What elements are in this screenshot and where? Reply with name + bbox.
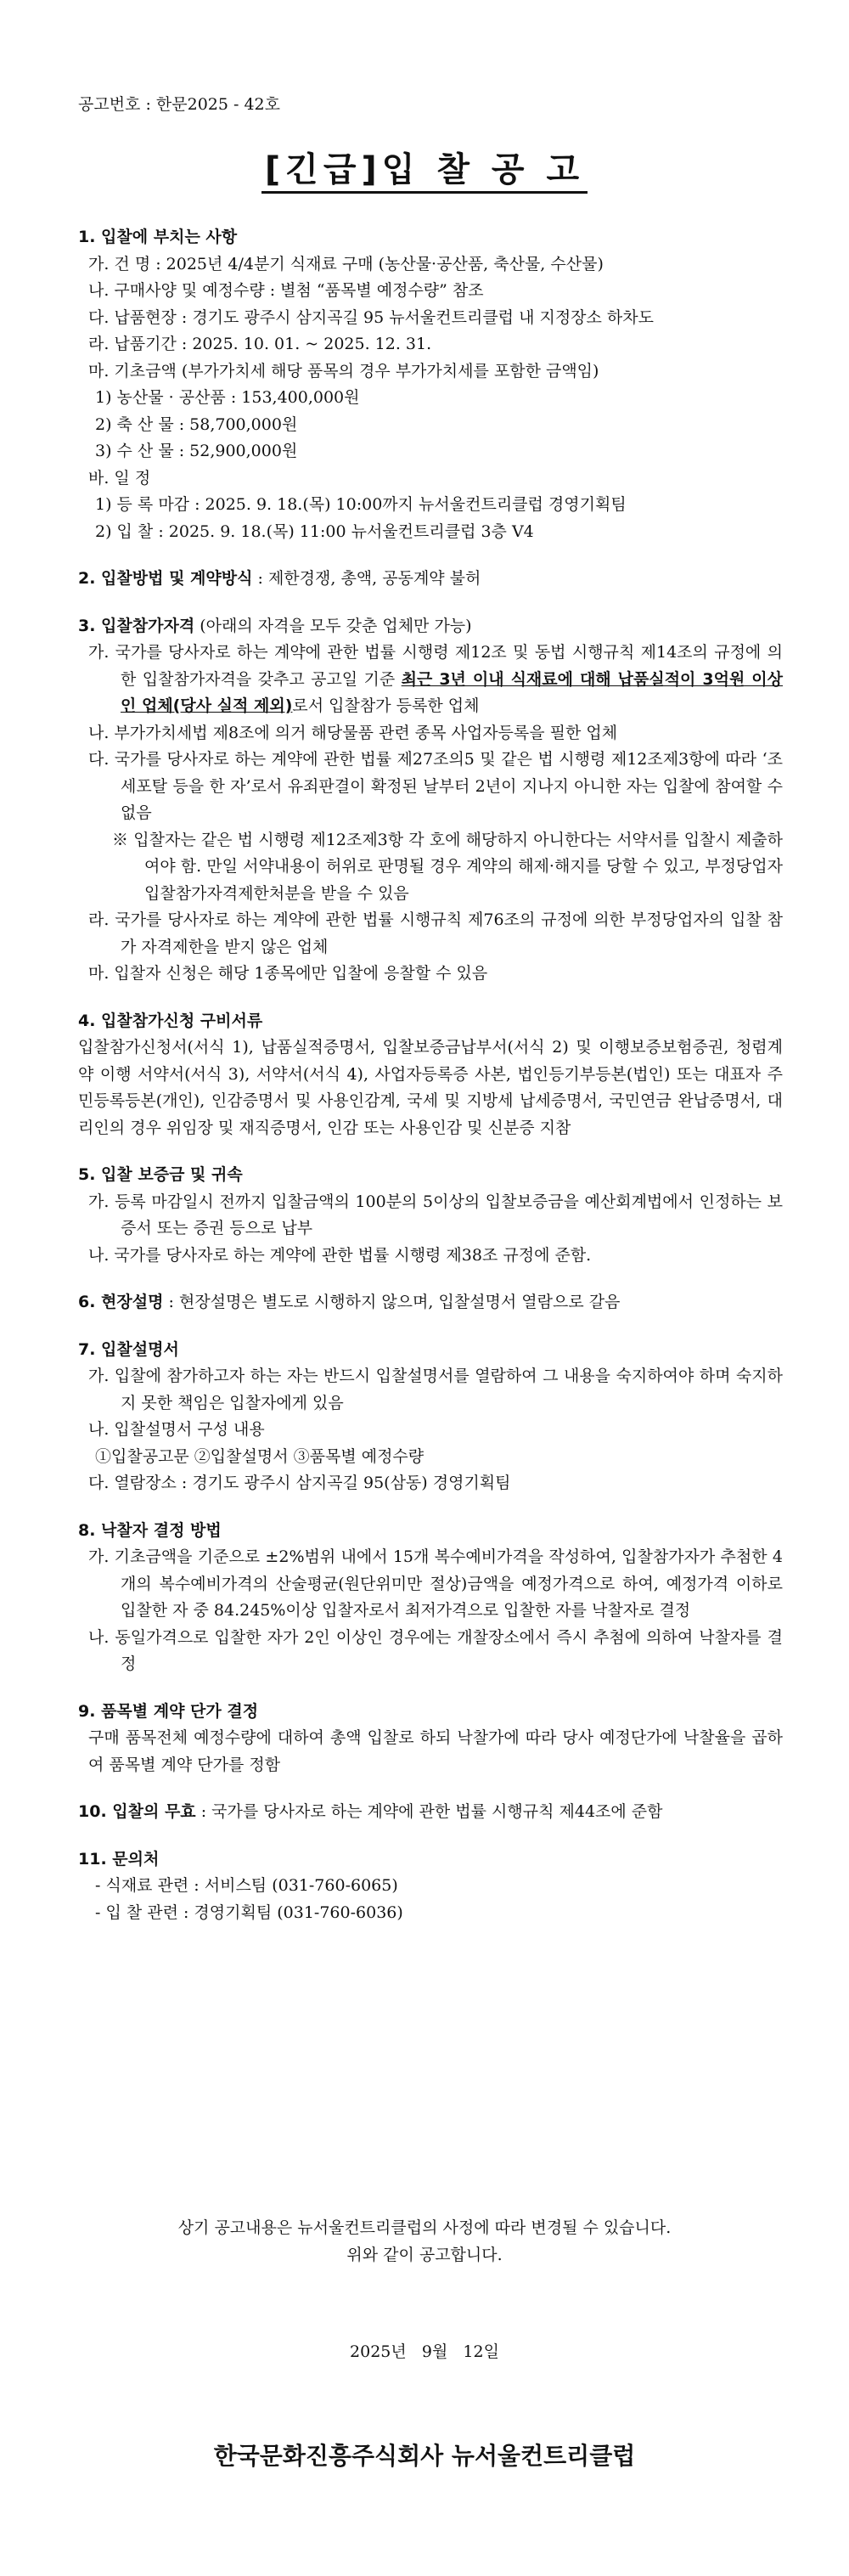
s11-item-a: - 식재료 관련 : 서비스팀 (031-760-6065) <box>95 1876 398 1895</box>
s1-item-c: 다. 납품현장 : 경기도 광주시 삼지곡길 95 뉴서울컨트리클럽 내 지정장소 하차도 <box>88 307 654 327</box>
s7-item-a: 가. 입찰에 참가하고자 하는 자는 반드시 입찰설명서를 열람하여 그 내용을 숙지하여야 하며 숙지하지 못한 책임은 입찰자에게 있음 <box>88 1367 783 1412</box>
s7-item-c: 다. 열람장소 : 경기도 광주시 삼지곡길 95(삼동) 경영기획팀 <box>88 1474 511 1492</box>
s3-item-b: 나. 부가가치세법 제8조에 의거 해당물품 관련 종목 사업자등록을 필한 업체 <box>88 723 618 742</box>
s3-item-a-post: 로서 입찰참가 등록한 업체 <box>292 696 480 715</box>
s1-item-e: 마. 기초금액 (부가가치세 해당 품목의 경우 부가가치세를 포함한 금액임) <box>88 361 599 380</box>
section-9-heading: 9. 품목별 계약 단가 결정 <box>78 1701 259 1721</box>
s1-item-e2: 2) 축 산 물 : 58,700,000원 <box>95 414 298 434</box>
s1-item-e1: 1) 농산물 · 공산품 : 153,400,000원 <box>95 388 360 407</box>
section-3-title: 3. 입찰참가자격 <box>78 616 195 635</box>
section-2-heading <box>78 566 783 593</box>
section-3-text: (아래의 자격을 모두 갖춘 업체만 가능) <box>194 616 472 635</box>
section-2-text: : 제한경쟁, 총액, 공동계약 불허 <box>252 569 481 588</box>
section-2-title: 2. 입찰방법 및 계약방식 <box>78 569 253 588</box>
s7-item-b1: ①입찰공고문 ②입찰설명서 ③품목별 예정수량 <box>95 1446 424 1466</box>
section-10-title: 10. 입찰의 무효 <box>78 1802 196 1821</box>
section-8-heading: 8. 낙찰자 결정 방법 <box>78 1520 222 1540</box>
s3-note: ※ 입찰자는 같은 법 시행령 제12조제3항 각 호에 해당하지 아니한다는 서약서를 입찰시 제출하여야 함. 만일 서약내용이 허위로 판명될 경우 계약의 해제·해지를 당할 수 있고, 부정당업자 입찰참가자격제한처분을 받을 수 있음 <box>112 830 783 903</box>
section-6-heading <box>78 1289 783 1316</box>
s3-item-d: 라. 국가를 당사자로 하는 계약에 관한 법률 시행규칙 제76조의 규정에 의한 부정당업자의 입찰 참가 자격제한을 받지 않은 업체 <box>88 910 783 956</box>
s1-item-f2: 2) 입 찰 : 2025. 9. 18.(목) 11:00 뉴서울컨트리클럽 3층 V4 <box>95 521 534 541</box>
s8-item-b: 나. 동일가격으로 입찰한 자가 2인 이상인 경우에는 개찰장소에서 즉시 추첨에 의하여 낙찰자를 결정 <box>88 1627 783 1673</box>
closing-statement <box>0 2215 849 2269</box>
company-name: 한국문화진흥주식회사 뉴서울컨트리클럽 <box>213 2442 636 2470</box>
section-1-heading: 1. 입찰에 부치는 사항 <box>78 228 238 246</box>
s7-item-b: 나. 입찰설명서 구성 내용 <box>88 1420 265 1439</box>
s5-item-b: 나. 국가를 당사자로 하는 계약에 관한 법률 시행령 제38조 규정에 준함. <box>88 1245 592 1265</box>
s1-item-f1: 1) 등 록 마감 : 2025. 9. 18.(목) 10:00까지 뉴서울컨트리클럽 경영기획팀 <box>95 495 627 514</box>
s1-item-b: 나. 구매사양 및 예정수량 : 별첨 “품목별 예정수량” 참조 <box>88 281 484 300</box>
s1-item-d: 라. 납품기간 : 2025. 10. 01. ~ 2025. 12. 31. <box>88 335 432 353</box>
s9-body: 구매 품목전체 예정수량에 대하여 총액 입찰로 하되 낙찰가에 따라 당사 예정단가에 낙찰율을 곱하여 품목별 계약 단가를 정함 <box>88 1728 783 1774</box>
section-11-heading: 11. 문의처 <box>78 1849 160 1869</box>
notice-date: 2025년 9월 12일 <box>350 2342 499 2361</box>
s3-item-e: 마. 입찰자 신청은 해당 1종목에만 입찰에 응찰할 수 있음 <box>88 964 488 983</box>
section-5-heading: 5. 입찰 보증금 및 귀속 <box>78 1165 243 1184</box>
section-10-text: : 국가를 당사자로 하는 계약에 관한 법률 시행규칙 제44조에 준함 <box>195 1802 663 1821</box>
s3-item-a-pre: 가. 국가를 당사자로 하는 계약에 관한 법률 시행령 제12조 및 동법 시행규칙 제14조의 규정에 의한 입찰참가자격을 갖추고 공고일 기준 <box>88 643 783 689</box>
title-text: [긴급]입 찰 공 고 <box>261 150 588 194</box>
s1-item-a: 가. 건 명 : 2025년 4/4분기 식재료 구매 (농산물·공산품, 축산물, 수산물) <box>88 254 604 273</box>
s1-item-f: 바. 일 정 <box>88 468 151 488</box>
s4-body: 입찰참가신청서(서식 1), 납품실적증명서, 입찰보증금납부서(서식 2) 및 이행보증보험증권, 청렴계약 이행 서약서(서식 3), 서약서(서식 4), 사업자등록증 사본, 법인등기부등본(법인) 또는 대표자 주민등록등본(개인), 인감증명서 및 사용인감계, 국세 및 지방세 납세증명서, 국민연금 완납증명서, 대리인의 경우 위임장 및 재직증명서, 인감 또는 사용인감 및 신분증 지참 <box>78 1038 783 1137</box>
notice-body <box>78 224 783 1926</box>
section-6-text: : 현장설명은 별도로 시행하지 않으며, 입찰설명서 열람으로 갈음 <box>163 1293 621 1311</box>
s8-item-a: 가. 기초금액을 기준으로 ±2%범위 내에서 15개 복수예비가격을 작성하여, 입찰참가자가 추첨한 4개의 복수예비가격의 산술평균(원단위미만 절상)금액을 예정가격으로 하여, 예정가격 이하로 입찰한 자 중 84.245%이상 입찰자로서 최저가격으로 입찰한 자를 낙찰자로 결정 <box>88 1547 783 1620</box>
s1-item-e3: 3) 수 산 물 : 52,900,000원 <box>95 442 298 460</box>
section-6-title: 6. 현장설명 <box>78 1293 164 1311</box>
section-3-heading <box>78 613 783 640</box>
section-10-heading <box>78 1799 783 1826</box>
closing-line-2: 위와 같이 공고합니다. <box>346 2245 503 2264</box>
s5-item-a: 가. 등록 마감일시 전까지 입찰금액의 100분의 5이상의 입찰보증금을 예산회계법에서 인정하는 보증서 또는 증권 등으로 납부 <box>88 1192 783 1237</box>
page-title <box>0 143 849 191</box>
section-7-heading: 7. 입찰설명서 <box>78 1339 179 1359</box>
s3-item-a <box>78 640 783 720</box>
closing-line-1: 상기 공고내용은 뉴서울컨트리클럽의 사정에 따라 변경될 수 있습니다. <box>177 2218 672 2237</box>
section-4-heading: 4. 입찰참가신청 구비서류 <box>78 1011 263 1030</box>
s3-item-c: 다. 국가를 당사자로 하는 계약에 관한 법률 제27조의5 및 같은 법 시행령 제12조제3항에 따라 ‘조세포탈 등을 한 자’로서 유죄판결이 확정된 날부터 2년이 지나지 아니한 자는 입찰에 참여할 수 없음 <box>88 750 783 822</box>
notice-number: 공고번호 : 한문2025 - 42호 <box>78 95 280 114</box>
s11-item-b: - 입 찰 관련 : 경영기획팀 (031-760-6036) <box>95 1902 403 1922</box>
s3-item-a-emphasis: 최근 3년 이내 식재료에 대해 납품실적이 3억원 이상인 업체(당사 실적 제외) <box>121 669 783 715</box>
